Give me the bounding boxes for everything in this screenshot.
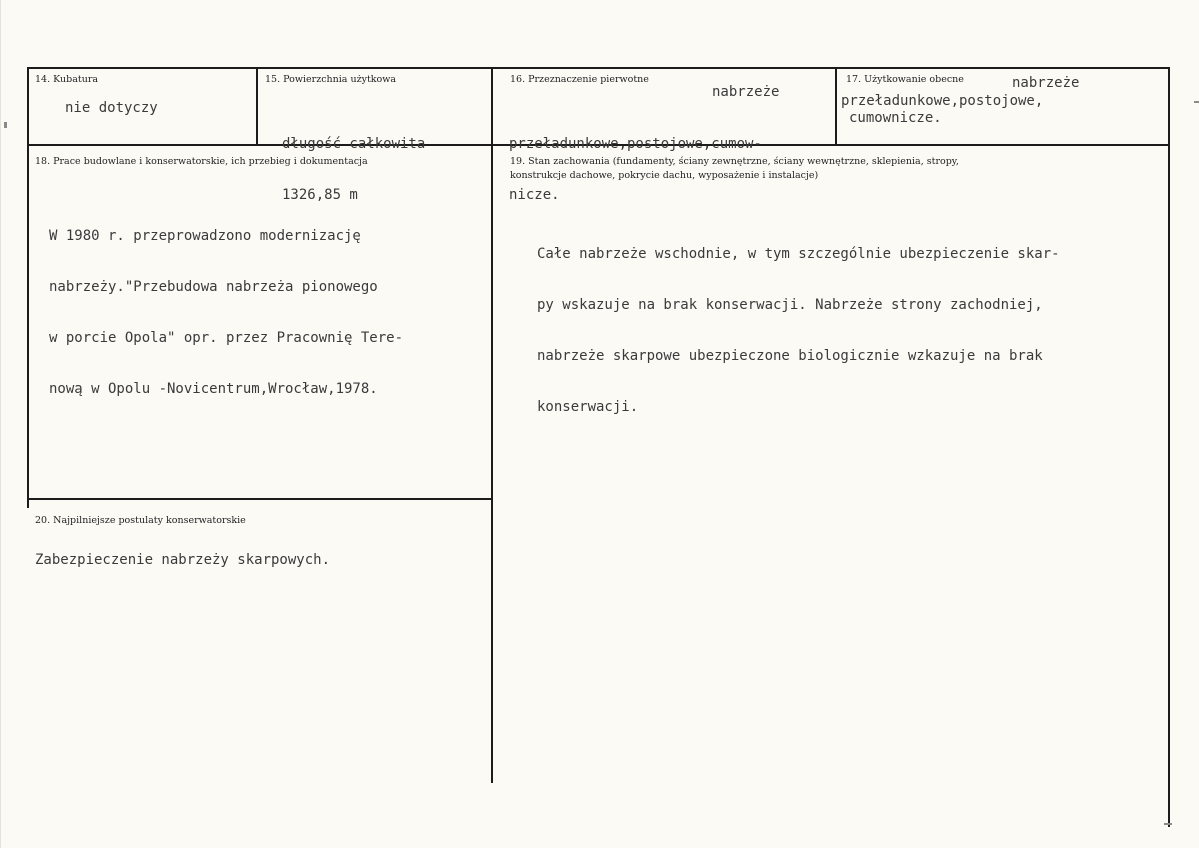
section-16-value-word: nabrzeże — [712, 84, 780, 100]
left-border — [27, 67, 29, 508]
top-rule — [27, 67, 1170, 69]
section-19-line-4: konserwacji. — [537, 399, 639, 415]
section-18-line-3: w porcie Opola" opr. przez Pracownię Tere- — [49, 330, 404, 346]
section-20-value: Zabezpieczenie nabrzeży skarpowych. — [35, 552, 331, 568]
section-17-line-2: przeładunkowe,postojowe, — [841, 93, 1044, 109]
section-14-label: 14. Kubatura — [35, 74, 99, 85]
section-19-value — [537, 212, 1060, 450]
section-18-value — [49, 194, 403, 432]
section-16-line-2: przeładunkowe,postojowe,cumow- — [509, 136, 762, 152]
divider-16-17 — [835, 67, 837, 145]
scan-mark-right — [1194, 101, 1199, 103]
section-19-label-line-1: 19. Stan zachowania (fundamenty, ściany zewnętrzne, ściany wewnętrzne, sklepienia, stropy, — [510, 156, 959, 167]
section-14-value: nie dotyczy — [65, 100, 158, 116]
divider-14-15 — [256, 67, 258, 145]
section-19-line-1: Całe nabrzeże wschodnie, w tym szczególnie ubezpieczenie skar- — [537, 246, 1060, 262]
scan-mark-left — [4, 122, 7, 128]
section-18-line-1: W 1980 r. przeprowadzono modernizację — [49, 228, 361, 244]
section-19-line-3: nabrzeże skarpowe ubezpieczone biologicznie wzkazuje na brak — [537, 348, 1043, 364]
section-19-label-line-2: konstrukcje dachowe, pokrycie dachu, wyposażenie i instalacje) — [510, 170, 819, 181]
section-18-line-2: nabrzeży."Przebudowa nabrzeża pionowego — [49, 279, 378, 295]
section-17-line-3: cumownicze. — [849, 110, 942, 126]
section-20-label: 20. Najpilniejsze postulaty konserwatorskie — [35, 515, 246, 526]
section-15-label: 15. Powierzchnia użytkowa — [265, 74, 397, 85]
section-15-line-2: 1326,85 m — [282, 187, 358, 203]
section-17-label: 17. Użytkowanie obecne — [846, 74, 964, 85]
section18-bottom-rule — [27, 498, 491, 500]
section-17-value-word: nabrzeże — [1012, 75, 1080, 91]
section-18-label: 18. Prace budowlane i konserwatorskie, ich przebieg i dokumentacja — [35, 156, 368, 167]
section-15-line-1: długość całkowita — [282, 136, 426, 152]
section-16-line-3: nicze. — [509, 187, 560, 203]
section-18-line-4: nową w Opolu -Novicentrum,Wrocław,1978. — [49, 381, 378, 397]
divider-15-16 — [491, 67, 493, 783]
right-border — [1168, 67, 1170, 827]
section-19-line-2: py wskazuje na brak konserwacji. Nabrzeże strony zachodniej, — [537, 297, 1043, 313]
scan-mark-bottom — [1164, 823, 1172, 825]
section-16-label: 16. Przeznaczenie pierwotne — [510, 74, 649, 85]
